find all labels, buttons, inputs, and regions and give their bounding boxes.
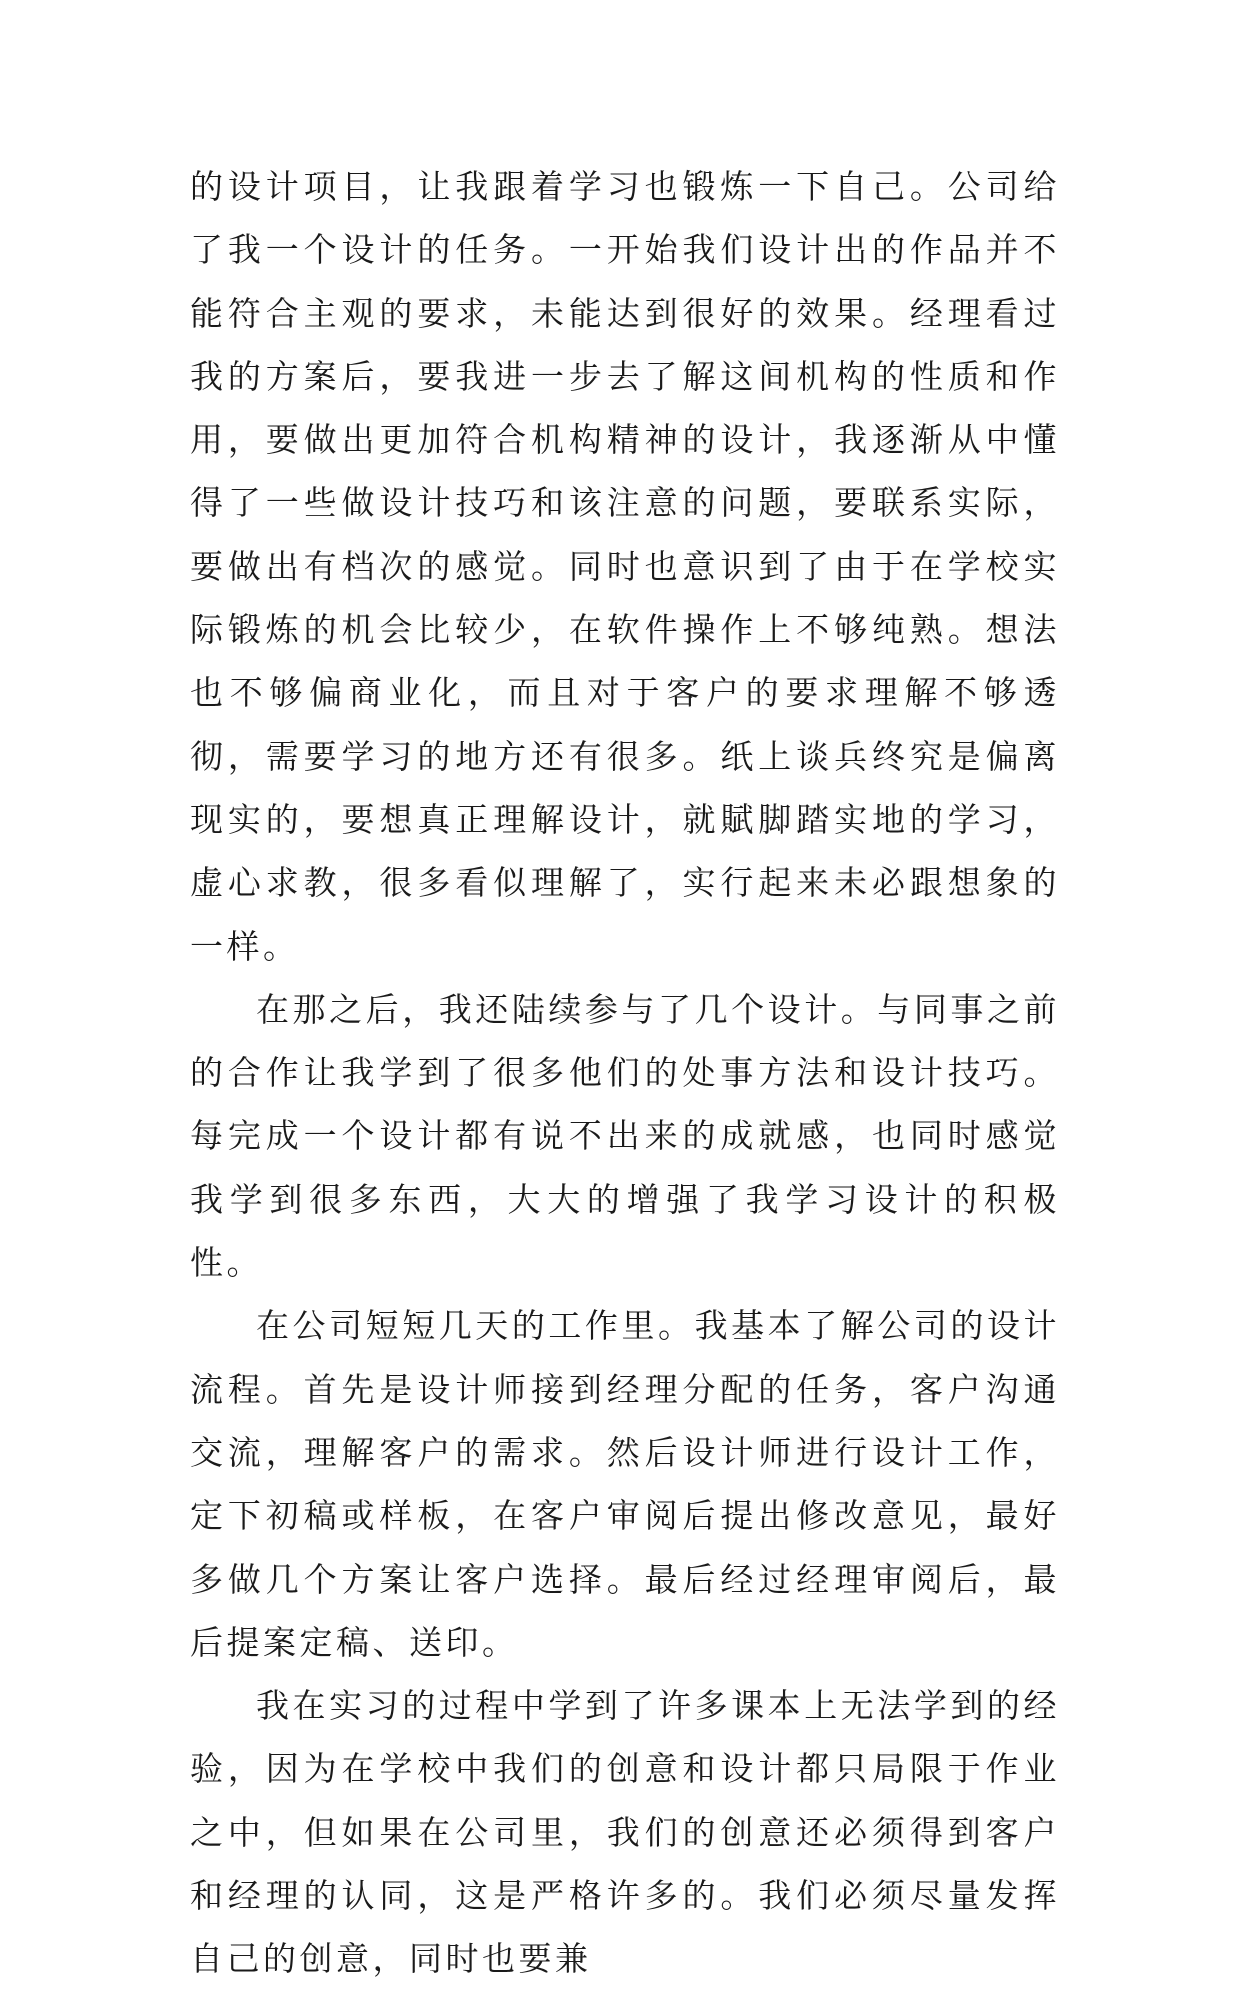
paragraph-2: 在那之后，我还陆续参与了几个设计。与同事之前的合作让我学到了很多他们的处事方法和设计技巧。每完成一个设计都有说不出来的成就感，也同时感觉我学到很多东西，大大的增强了我学习设计的积极性。 [190, 989, 1060, 1283]
paragraph-3: 在公司短短几天的工作里。我基本了解公司的设计流程。首先是设计师接到经理分配的任务，客户沟通交流，理解客户的需求。然后设计师进行设计工作，定下初稿或样板，在客户审阅后提出修改意见，最好多做几个方案让客户选择。最后经过经理审阅后，最后提案定稿、送印。 [190, 1306, 1060, 1662]
document-body [190, 155, 1060, 1991]
paragraph-4: 我在实习的过程中学到了许多课本上无法学到的经验，因为在学校中我们的创意和设计都只局限于作业之中，但如果在公司里，我们的创意还必须得到客户和经理的认同，这是严格许多的。我们必须尽量发挥自己的创意，同时也要兼 [190, 1686, 1060, 1979]
paragraph-1: 的设计项目，让我跟着学习也锻炼一下自己。公司给了我一个设计的任务。一开始我们设计出的作品并不能符合主观的要求，未能达到很好的效果。经理看过我的方案后，要我进一步去了解这间机构的性质和作用，要做出更加符合机构精神的设计，我逐渐从中懂得了一些做设计技巧和该注意的问题，要联系实际，要做出有档次的感觉。同时也意识到了由于在学校实际锻炼的机会比较少，在软件操作上不够纯熟。想法也不够偏商业化，而且对于客户的要求理解不够透彻，需要学习的地方还有很多。纸上谈兵终究是偏离现实的，要想真正理解设计，就賦脚踏实地的学习，虚心求教，很多看似理解了，实行起来未必跟想象的一样。 [190, 167, 1060, 966]
